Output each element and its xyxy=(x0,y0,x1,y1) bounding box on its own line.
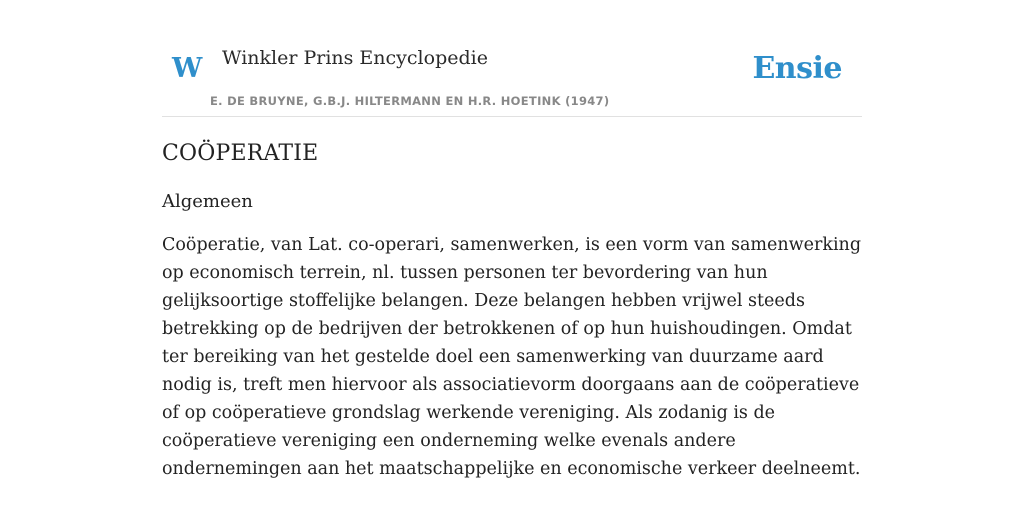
authors-line: E. DE BRUYNE, G.B.J. HILTERMANN EN H.R. HOETINK (1947) xyxy=(210,94,610,108)
article-title: COÖPERATIE xyxy=(162,141,319,166)
article xyxy=(162,138,862,483)
site-title[interactable]: Winkler Prins Encyclopedie xyxy=(222,47,488,69)
site-header xyxy=(162,0,862,117)
section-heading: Algemeen xyxy=(162,191,253,212)
winkler-prins-logo-icon[interactable]: W xyxy=(172,53,203,84)
article-body: Coöperatie, van Lat. co-operari, samenwerken, is een vorm van samenwerking op economisch terrein, nl. tussen personen ter bevordering van hun gelijksoortige stoffelijke belangen. Deze belangen hebben vrijwel steeds betrekking op de bedrijven der betrokkenen of op hun huishoudingen. Omdat ter bereiking van het gestelde doel een samenwerking van duurzame aard nodig is, treft men hiervoor als associatievorm doorgaans aan de coöperatieve of op coöperatieve grondslag werkende vereniging. Als zodanig is de coöperatieve vereniging een onderneming welke evenals andere ondernemingen aan het maatschappelijke en economische verkeer deelneemt. xyxy=(162,235,862,479)
ensie-logo[interactable]: Ensie xyxy=(752,51,842,86)
